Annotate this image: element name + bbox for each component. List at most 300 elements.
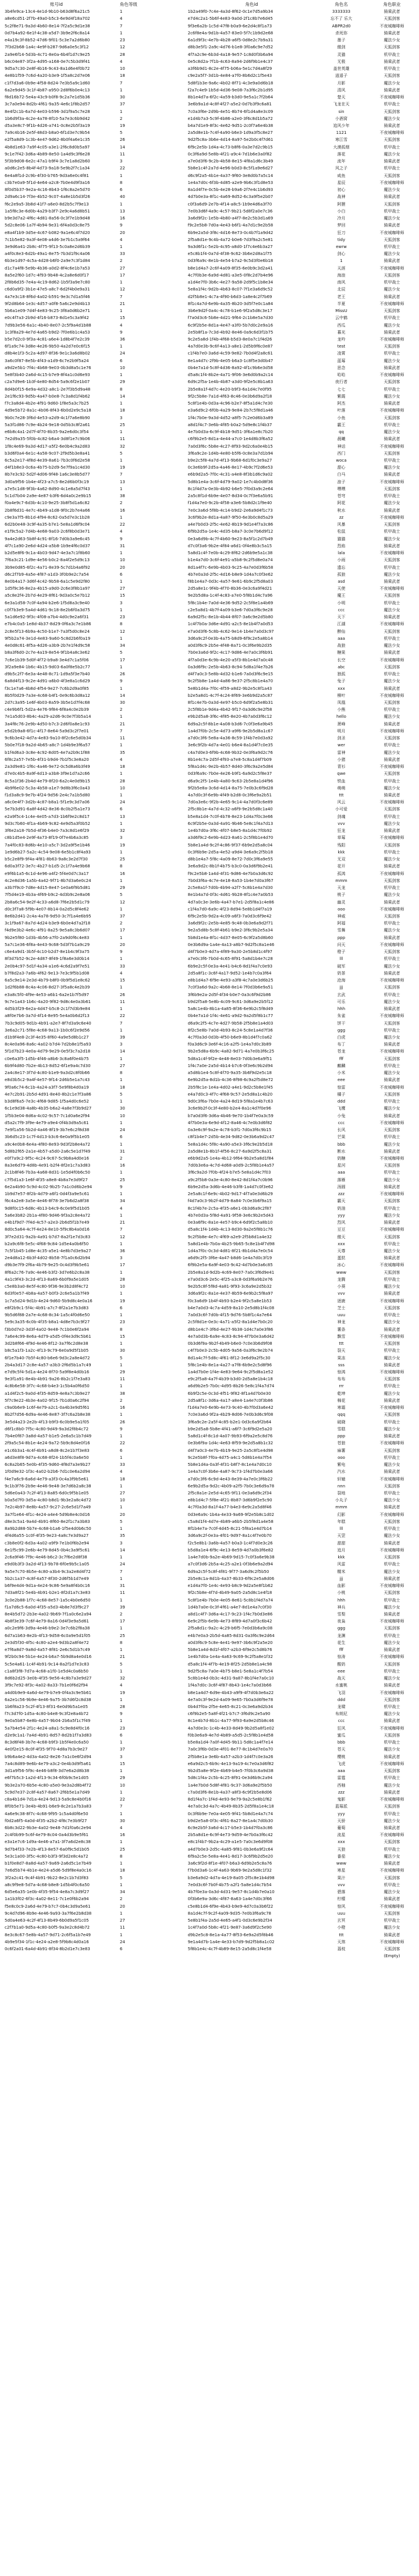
cell-role-id: 0b4e7a1d-5c8f-4d36-8a92-4f1c9b6e3d58 bbox=[187, 365, 273, 370]
cell-role-class: 机甲战士 bbox=[384, 244, 400, 249]
table-row bbox=[2, 834, 417, 841]
cell-role-id: e7d4c2a1-5b6f-4e83-9a0d-2f1c8b7e6d45 bbox=[187, 16, 273, 22]
cell-role-name: 苍龙 bbox=[337, 1049, 346, 1054]
cell-role-id: 3a6d9f2c-2e5b-4e85-9c48-0b3e6a9d2f71 bbox=[187, 921, 274, 926]
cell-role-name: 花生 bbox=[337, 1640, 346, 1645]
cell-role-class: 魔法少女 bbox=[384, 187, 400, 193]
cell-role-class: 骑乘武者 bbox=[384, 1505, 400, 1510]
cell-role-level: 24 bbox=[119, 1128, 125, 1133]
table-row bbox=[2, 286, 417, 293]
table-row bbox=[2, 1774, 417, 1781]
cell-role-name: www bbox=[336, 1861, 347, 1866]
cell-role-name: 草莓 bbox=[337, 835, 346, 841]
table-row bbox=[2, 657, 417, 664]
table-row bbox=[2, 1390, 417, 1397]
cell-role-name: 叶落 bbox=[337, 408, 346, 413]
cell-role-id: 2a5c8f1d-6b9e-4e07-8d34-0c7f3e6a5b91 bbox=[187, 494, 274, 499]
cell-role-level: 19 bbox=[119, 465, 125, 470]
cell-account-id: 9c7e1a43-1b6c-4a20-9f82-9d8c4e0a3b61 bbox=[5, 999, 91, 1004]
cell-account-id: 8e0b4a17-3d6f-4c42-9b58-6a1c5e9d2f80 bbox=[5, 579, 90, 584]
cell-role-id: a6d9b2e5-7b0c-4d95-8b26-5e8c1f4a7d74 bbox=[187, 1384, 275, 1389]
cell-role-level: 4 bbox=[119, 59, 123, 64]
table-row bbox=[2, 1939, 417, 1946]
cell-role-class: 不夜城咖啡师 bbox=[379, 1761, 404, 1766]
cell-role-class: 天狐剑客 bbox=[384, 1092, 400, 1097]
cell-role-level: 31 bbox=[119, 1149, 125, 1154]
cell-account-id: 4a1c9f43-3c2d-4f13-8a69-6b0f9a5e1d05 bbox=[5, 1277, 89, 1282]
cell-role-id: 6f9a2c5e-5e8a-4e41-8d17-3c6f9b2d5e20 bbox=[187, 1854, 274, 1859]
cell-role-class: 骑乘武者 bbox=[384, 1897, 400, 1902]
cell-role-id: b4e7a0d3-4c7a-4d59-8a10-2e5d8b1f4c08 bbox=[187, 1305, 275, 1310]
cell-account-id: 7a4f0c83-8d6b-4e10-a5c7-3d2a9f5e1b46 bbox=[5, 842, 90, 848]
table-row bbox=[2, 1831, 417, 1838]
table-row bbox=[2, 151, 417, 158]
cell-role-name: 天狼 bbox=[337, 1847, 346, 1852]
cell-role-name: 龙渊 bbox=[337, 1633, 346, 1638]
cell-role-class: 骑乘武者 bbox=[384, 1220, 400, 1225]
cell-role-id: d5a8c1f4-4f7b-4e19-8f25-2d5b8e1a4c98 bbox=[187, 1661, 272, 1667]
cell-role-name: 棉花 bbox=[337, 1398, 346, 1403]
cell-role-class: 天狐剑客 bbox=[384, 16, 400, 22]
cell-account-id: b2a9c6f8-5e5c-4f68-9c84-1d5e4a0b6f50 bbox=[5, 1241, 89, 1246]
cell-account-id: 2a3d9e81-1f6c-4a46-9e72-0c5d8a6b3f49 bbox=[5, 764, 90, 770]
cell-account-id: a4d0b9e9-4a6d-4e79-b7e9-0f4a3c9e5b61 bbox=[5, 1690, 91, 1695]
cell-account-id: 6c1e9d38-4a8b-4b35-b6a2-4a8e7f3b9d27 bbox=[5, 1106, 92, 1111]
cell-role-id: f0a3d6c9-3e6f-4c16-a2f5-1e4a7d0c3b89 bbox=[187, 1042, 272, 1047]
cell-role-class: 魔法少女 bbox=[384, 1213, 400, 1218]
cell-role-class: 机甲战士 bbox=[384, 280, 400, 285]
cell-account-id: 9b2e5f80-1d3b-4b56-a7f0-2a9d0f6c4e83 bbox=[5, 935, 90, 940]
cell-role-level: 1 bbox=[119, 515, 123, 520]
cell-role-level: 1 bbox=[119, 771, 123, 777]
cell-account-id: 6e3a1d58-7c0f-4a94-b2e6-1f5d8a3c9e40 bbox=[5, 600, 90, 605]
cell-account-id: 8e4f2c1b-6a7d-4e03-b596-3d1f9a5c7e28 bbox=[5, 109, 90, 114]
cell-account-id: 4c8b6e58-3f7c-4c68-b4e3-1c5b4a0f6d50 bbox=[5, 1384, 90, 1389]
cell-role-id: 4d7b0e3a-8f1c-4a69-8d52-6c3a9f5e2b07 bbox=[187, 194, 274, 200]
table-row bbox=[2, 1433, 417, 1440]
cell-role-id: 2f5a8d1e-9c4b-4a72-b0e6-7d3f9a2c5e81 bbox=[187, 237, 274, 242]
cell-role-class: 骑乘武者 bbox=[384, 59, 400, 64]
cell-role-name: 孤鸿 bbox=[337, 871, 346, 876]
cell-role-level: 21 bbox=[119, 301, 125, 306]
cell-role-name: 玄武 bbox=[337, 992, 346, 997]
cell-role-level: 35 bbox=[119, 1533, 125, 1539]
cell-role-level: 12 bbox=[119, 45, 125, 50]
cell-account-id: f6c2e9a5-3b8d-41f7-a6e0-8d2b5c7f9e13 bbox=[5, 201, 89, 207]
cell-account-id: 3e5d4a23-2e2b-4f13-b9f3-6c0b9e5a1f05 bbox=[5, 1419, 90, 1425]
cell-account-id: 9d7b4f33-7e2b-4f13-8e57-6a0f9c5d1b05 bbox=[5, 1847, 90, 1852]
table-row bbox=[2, 1703, 417, 1710]
cell-role-level: 7 bbox=[119, 1227, 123, 1232]
cell-role-id: 1e4a7c0f-3b6e-4a87-9c73-1f4d7b0e3a66 bbox=[187, 1469, 273, 1475]
cell-role-name: eee bbox=[338, 1078, 345, 1083]
cell-role-id: e7a0d3c6-2e5c-4f25-a3c8-0d3f6a9b2e76 bbox=[187, 1277, 273, 1282]
cell-role-class: 不夜城咖啡师 bbox=[379, 1370, 404, 1374]
cell-role-level: 4 bbox=[119, 1826, 123, 1830]
table-row bbox=[2, 499, 417, 506]
cell-role-id: 7d0a3e6c-9f2b-4e65-9c14-4a7d0f3c6e89 bbox=[187, 800, 273, 805]
cell-account-id: 9c1b3f76-2b9e-4e46-9e48-3e7d6b2a8c38 bbox=[5, 1483, 91, 1489]
cell-role-class: 天狐剑客 bbox=[384, 1377, 400, 1382]
cell-role-name: 落雁 bbox=[337, 1177, 346, 1182]
cell-role-id: 4c7f0a3d-8a1f-4a77-b4e3-6e9c2a5d8f46 bbox=[187, 1505, 272, 1510]
cell-role-class: 骑乘武者 bbox=[384, 1540, 400, 1546]
cell-role-name: 橙子 bbox=[337, 949, 346, 955]
cell-account-id: 5c5e4a61-1c4f-4b91-9c14-8a2f1d7e3c83 bbox=[5, 1661, 90, 1667]
cell-role-id: 7b0e3a6d-9f2c-4c17-9d86-4e7a0c3f6b91 bbox=[187, 650, 273, 655]
cell-role-level: 30 bbox=[119, 1106, 125, 1111]
table-row bbox=[2, 1653, 417, 1660]
cell-role-name: 霸天 bbox=[337, 1199, 346, 1204]
cell-role-id: 2c5f8b1e-9d4a-4b42-9f17-0a3d6c9e2f58 bbox=[187, 707, 272, 713]
table-row bbox=[2, 756, 417, 763]
cell-account-id: 7d3a8f21-5e4b-4b91-b2e1-8f2d1a7c3e83 bbox=[5, 1590, 91, 1596]
cell-account-id: a8e6cd51-2f7b-49a0-b5c3-6e9d4f18a702 bbox=[5, 16, 90, 22]
cell-role-name: 龙腾 bbox=[337, 1277, 346, 1282]
cell-role-level: 40 bbox=[119, 194, 125, 200]
cell-role-class: 魔法少女 bbox=[384, 1177, 400, 1182]
cell-role-class: 魔法少女 bbox=[384, 465, 400, 470]
cell-role-name: 落花 bbox=[337, 151, 346, 157]
cell-role-name: 雪梨 bbox=[337, 1611, 346, 1617]
table-row bbox=[2, 1262, 417, 1268]
cell-role-class: 天狐剑客 bbox=[384, 1519, 400, 1524]
cell-role-class: 机甲战士 bbox=[384, 208, 400, 214]
table-row bbox=[2, 1661, 417, 1668]
cell-role-level: 28 bbox=[119, 1277, 125, 1282]
cell-account-id: e1c6b3a1-4c4f-4b91-a8d8-8c2e1b7f3e83 bbox=[5, 1448, 90, 1453]
cell-role-level: 7 bbox=[119, 294, 123, 299]
cell-role-name: 风雷 bbox=[337, 1562, 346, 1567]
cell-role-class: 机甲战士 bbox=[384, 743, 400, 748]
table-row bbox=[2, 1575, 417, 1582]
table-row bbox=[2, 891, 417, 898]
table-row bbox=[2, 1867, 417, 1874]
table-row bbox=[2, 649, 417, 656]
table-row bbox=[2, 1112, 417, 1119]
cell-role-level: 1 bbox=[119, 30, 123, 36]
cell-role-id: 6e9c2f5b-6e9b-4e73-8f89-4d7a0f3c6b42 bbox=[187, 1619, 272, 1624]
cell-role-level: 36 bbox=[119, 337, 125, 342]
cell-role-class: 骑乘武者 bbox=[384, 1611, 400, 1617]
cell-role-level: 1 bbox=[119, 1291, 123, 1296]
cell-role-level: 1 bbox=[119, 1840, 123, 1845]
cell-role-class: 魔法少女 bbox=[384, 1071, 400, 1076]
cell-role-level: 5 bbox=[119, 1355, 123, 1360]
cell-account-id: 7c5f1b45-1d8e-4c35-a5e1-4e8b7d3e9a27 bbox=[5, 1249, 91, 1254]
table-row bbox=[2, 728, 417, 735]
cell-role-name: ppp bbox=[337, 935, 346, 940]
cell-account-id: 6b8c3d22-9b3e-4a02-9e48-7d1f0a6c2e94 bbox=[5, 1826, 91, 1830]
cell-account-id: 8b2f7d56-6d9a-4e46-8e87-3f7c6a2b8e38 bbox=[5, 1412, 91, 1418]
cell-role-class: 机甲战士 bbox=[384, 494, 400, 499]
cell-role-level: 6 bbox=[119, 572, 123, 577]
cell-role-id: 3f6b9e2a-2d5f-4f34-b0e7-0a3c6f9d2b86 bbox=[187, 992, 271, 997]
cell-role-class: 不夜城咖啡师 bbox=[379, 1725, 404, 1731]
cell-role-id: 8f1c4a7d-6e9b-4a35-8b20-3d5f7e0c1a84 bbox=[187, 301, 274, 306]
cell-account-id: 3f9c7e92-8f3c-4a02-8a33-7b1e0f6d2f94 bbox=[5, 1683, 88, 1688]
cell-role-level: 15 bbox=[119, 1761, 125, 1766]
table-row bbox=[2, 1725, 417, 1732]
cell-account-id: 6a2e1c56-9b9e-4e46-9a75-3b7d6f2c8d38 bbox=[5, 1697, 91, 1702]
cell-account-id: c7f5d1a3-1e6f-4f35-a8e8-4b8a7e3d9f27 bbox=[5, 1177, 88, 1182]
cell-account-id: 6e4a8f1d-2c9b-4f30-b765-9d3a6e0c4f81 bbox=[5, 173, 89, 178]
cell-role-id: e4b7e0a3-2b5d-4a85-8d31-0a3f6c9e2d64 bbox=[187, 1633, 275, 1638]
cell-account-id: a6c0e4f7-3d2b-4c87-b8a1-5f1e9c3d7a06 bbox=[5, 800, 90, 805]
cell-account-id: 8d6b2d25-3e0b-4f35-9e56-4c8b7a3e9d27 bbox=[5, 1676, 92, 1681]
table-row bbox=[2, 970, 417, 977]
cell-role-id: 5c8f1e4b-0d3a-4c96-b2e7-8f5a1d4c7e30 bbox=[187, 401, 273, 406]
cell-role-id: d9b2e5c8-8e1a-4a77-8f53-6e9a2d5f8b46 bbox=[187, 1932, 274, 1937]
table-row bbox=[2, 122, 417, 129]
cell-account-id: 9c1e7f42-3d6a-4b89-8e50-1a4d9c3f6e28 bbox=[5, 151, 90, 157]
cell-role-level: 10 bbox=[119, 66, 125, 72]
cell-role-name: 风暴 bbox=[337, 522, 346, 527]
table-row bbox=[2, 1069, 417, 1076]
cell-role-name: 汽水 bbox=[337, 1469, 346, 1475]
cell-role-class: 骑乘武者 bbox=[384, 935, 400, 940]
cell-account-id: e4a19c3f-8b52-47d6-9f01-5c3e7a2d6b80 bbox=[5, 38, 90, 43]
cell-role-id: 4f7a0d3e-6c9b-4e20-a5f3-8b1e4d7a0c48 bbox=[187, 657, 274, 662]
cell-account-id: 4e0f2e15-8c0f-4f35-9f70-4d8a7b3c9e27 bbox=[5, 1747, 88, 1752]
cell-role-id: 4c7f0a3d-0d3b-4f50-b6e9-8b1d4f7c0a62 bbox=[187, 1034, 272, 1040]
cell-account-id: f4d9e3b2-4e6c-4f91-8a25-9e5a8c3b6d07 bbox=[5, 928, 90, 933]
table-row bbox=[2, 314, 417, 321]
table-row bbox=[2, 955, 417, 962]
cell-role-id: 9c2f5b8e-4e7c-4f69-a2e9-2f5b8d1a4e32 bbox=[187, 1234, 272, 1239]
cell-account-id: d9b3e7f9-2f6a-4b79-9e25-0c4d3f9b5e61 bbox=[5, 1263, 90, 1268]
cell-role-name: 寒霜 bbox=[337, 1405, 346, 1411]
cell-role-name: 幽灵 bbox=[337, 899, 346, 905]
cell-role-level: 1 bbox=[119, 1362, 123, 1367]
cell-account-id: 9e3f1a91-8e4b-4b91-9a26-8b2c1f7e3a83 bbox=[5, 1377, 91, 1382]
cell-role-level: 6 bbox=[119, 807, 123, 812]
cell-role-class: 天狐剑客 bbox=[384, 629, 400, 634]
cell-role-name: 无极 bbox=[337, 59, 346, 64]
cell-role-level: 1 bbox=[119, 1647, 123, 1653]
cell-role-name: 苍天 bbox=[337, 1747, 346, 1752]
cell-role-class: 机甲战士 bbox=[384, 1063, 400, 1068]
table-row bbox=[2, 492, 417, 499]
table-row bbox=[2, 428, 417, 435]
table-row bbox=[2, 941, 417, 948]
cell-role-level: 30 bbox=[119, 95, 125, 100]
cell-account-id: 3f7e2d31-9a2b-4a91-b7d7-8a2f1e7d3c83 bbox=[5, 1234, 91, 1239]
cell-role-class: 天狐剑客 bbox=[384, 1769, 400, 1774]
cell-role-id: f8b1e4a7-0d3c-4a57-9e61-6b9c2f5d8a03 bbox=[187, 579, 274, 584]
cell-role-level: 11 bbox=[119, 1590, 125, 1596]
cell-account-id: 3e9d6a41-2b8c-4f75-9f13-5c0a8e2d6b39 bbox=[5, 244, 90, 249]
cell-role-name: ggg bbox=[337, 1027, 346, 1033]
cell-account-id: 3a7f1e64-4f1c-4e24-a4e4-5d9b8e4c0d16 bbox=[5, 1512, 90, 1517]
cell-role-class: 魔法少女 bbox=[384, 1890, 400, 1895]
cell-role-name: 雷神 bbox=[337, 750, 346, 755]
cell-role-level: 16 bbox=[119, 871, 125, 876]
table-row bbox=[2, 1454, 417, 1461]
cell-role-level: 14 bbox=[119, 394, 125, 399]
cell-role-level: 25 bbox=[119, 1633, 125, 1638]
cell-role-level: 6 bbox=[119, 1448, 123, 1453]
cell-role-id: e8b1d4a7-6f9e-4e93-a3f8-4c7a0e3d6b25 bbox=[187, 978, 274, 983]
cell-account-id: 2b4a3d17-2c8e-4a57-a3b3-2f6d5b1a7c49 bbox=[5, 1362, 91, 1367]
cell-role-class: 天狐剑客 bbox=[384, 237, 400, 242]
cell-account-id: 0d7b4a92-6e1f-4c38-a5d7-3b9e2f6c8a14 bbox=[5, 30, 90, 36]
table-row bbox=[2, 1483, 417, 1490]
cell-role-class: 魔法少女 bbox=[384, 1569, 400, 1574]
table-row bbox=[2, 1589, 417, 1596]
table-row bbox=[2, 1098, 417, 1105]
table-row bbox=[2, 820, 417, 827]
cell-account-id: d7e0c4b5-8a9f-4d13-a3b8-3f9e1d7a2c66 bbox=[5, 771, 90, 777]
table-row bbox=[2, 479, 417, 486]
table-row bbox=[2, 977, 417, 984]
cell-role-class: 不夜城咖啡师 bbox=[379, 1405, 404, 1411]
cell-role-id: 3f6a9c2e-1d4b-4e80-b5f6-0c8e3a7d1b94 bbox=[187, 451, 274, 456]
cell-role-id: d8b1e4c7-3f6d-4e27-9b38-1d4c7a0e3f86 bbox=[187, 1327, 274, 1332]
cell-role-level: 9 bbox=[119, 223, 123, 228]
cell-role-id: 8b1e4d7a-6f2c-4a59-b3d0-9e5a1c7f2b64 bbox=[187, 95, 274, 100]
table-row bbox=[2, 1739, 417, 1746]
cell-role-name: ooo bbox=[338, 906, 345, 912]
table-row bbox=[2, 414, 417, 421]
cell-role-class: 不夜城咖啡师 bbox=[379, 978, 404, 983]
cell-account-id: 3b4fe9ca-13c4-4e1d-9b10-b63d8f6a21c5 bbox=[5, 9, 90, 15]
cell-role-name: vvv bbox=[338, 1291, 345, 1296]
cell-role-class: 天狐剑客 bbox=[384, 1661, 400, 1667]
cell-role-name: kkk bbox=[338, 1555, 345, 1560]
table-row bbox=[2, 536, 417, 543]
cell-role-level: 12 bbox=[119, 287, 125, 292]
cell-role-id: a7e0d3f6-9c2b-4b58-8e15-4f8a1d6c3b49 bbox=[187, 159, 274, 164]
cell-role-name: woca bbox=[336, 458, 347, 463]
cell-role-class: 机甲战士 bbox=[384, 1705, 400, 1710]
cell-role-name: 灵猫 bbox=[337, 52, 346, 57]
cell-role-id: d6a9c2f5-4c7e-4d27-9b58-2f5b8e1a4d03 bbox=[187, 1021, 274, 1026]
cell-role-class: 机甲战士 bbox=[384, 672, 400, 677]
cell-role-class: 不夜城咖啡师 bbox=[379, 1192, 404, 1197]
cell-role-name: 霸王 bbox=[337, 422, 346, 427]
cell-role-class: 不夜城咖啡师 bbox=[379, 764, 404, 770]
cell-role-id: 3d6a9c2f-0e3b-4a75-b8d9-6f9c2e5a8b14 bbox=[187, 636, 273, 641]
cell-role-level: 19 bbox=[119, 842, 125, 848]
cell-role-level: 1 bbox=[119, 849, 123, 855]
cell-role-class: 天狐剑客 bbox=[384, 700, 400, 705]
table-row bbox=[2, 998, 417, 1005]
table-row bbox=[2, 87, 417, 94]
cell-role-level: 8 bbox=[119, 864, 123, 869]
cell-role-name: 飞鹰 bbox=[337, 1106, 346, 1111]
cell-role-id: 9f2c5b8e-7a1d-4f63-8c46-0e3b6d9a2f18 bbox=[187, 394, 272, 399]
cell-account-id: 4a7e3c18-8f6d-4a02-b591-9e3c7d1a5f46 bbox=[5, 294, 90, 299]
cell-account-id: e7b4c0a5-1e8d-4b37-8d29-0f6a3c7e1b86 bbox=[5, 622, 91, 627]
cell-role-level: 1 bbox=[119, 1170, 123, 1175]
cell-account-id: 1b6f8a23-5c2f-4f13-8f31-6e0d9b5a1e05 bbox=[5, 1705, 88, 1710]
cell-role-level: 1 bbox=[119, 1241, 123, 1246]
cell-role-name: 七七 bbox=[337, 387, 346, 392]
cell-role-level: 18 bbox=[119, 408, 125, 413]
cell-role-name: jjj bbox=[339, 985, 343, 990]
cell-role-id: a8d1c4f7-3d6a-4c17-9c23-1f4c7b0d3e86 bbox=[187, 1611, 273, 1617]
cell-role-level: 18 bbox=[119, 764, 125, 770]
table-row bbox=[2, 243, 417, 250]
cell-role-level: 10 bbox=[119, 785, 125, 791]
cell-role-class: 不夜城咖啡师 bbox=[379, 515, 404, 520]
cell-role-level: 3 bbox=[119, 159, 123, 164]
cell-role-class: 骑乘武者 bbox=[384, 615, 400, 620]
cell-role-class: 机甲战士 bbox=[384, 565, 400, 570]
cell-role-class: 不夜城咖啡师 bbox=[379, 1263, 404, 1268]
cell-role-class: 机甲战士 bbox=[384, 1135, 400, 1140]
header-role-class: 角色职业 bbox=[383, 2, 401, 7]
cell-role-name: 秋水 bbox=[337, 508, 346, 513]
cell-role-class: 天狐剑客 bbox=[384, 309, 400, 314]
cell-account-id: e8f2b9c1-5f4c-4b91-a7c7-8f2a1e7b3d83 bbox=[5, 1305, 89, 1310]
cell-role-level: 3 bbox=[119, 600, 123, 605]
cell-role-level: 14 bbox=[119, 1547, 125, 1553]
cell-account-id: 5e7b3d91-6a8f-4d42-8e36-8c0b2f5a1e73 bbox=[5, 807, 90, 812]
cell-role-id: f0b3e6a9-4e7d-4b89-a5d5-2c5f8b1e4d58 bbox=[187, 1732, 274, 1738]
table-row bbox=[2, 350, 417, 357]
cell-role-id: 4c7f0b3e-6a9d-4d81-a3e5-0f8c2d7b4e96 bbox=[187, 272, 274, 278]
cell-role-level: 34 bbox=[119, 1890, 125, 1895]
cell-role-id: d8b1e4a7-5f8c-4a09-8e72-7d0c3f6a9e55 bbox=[187, 857, 274, 862]
table-row bbox=[2, 1803, 417, 1810]
cell-role-class: 不夜城咖啡师 bbox=[379, 1868, 404, 1873]
cell-role-name: 忘不了 乐大 bbox=[330, 16, 353, 22]
cell-role-id: a4e7b0d3-2f5c-4e62-8b19-9d1e4f7a3c86 bbox=[187, 522, 274, 527]
cell-role-name: 海浪 bbox=[337, 272, 346, 278]
cell-role-class: 魔法少女 bbox=[384, 430, 400, 435]
cell-role-class: 不夜城咖啡师 bbox=[379, 1619, 404, 1624]
cell-role-id: d5a8c1f4-1d4b-4c13-8d30-9a2e5f8b1c76 bbox=[187, 1227, 273, 1232]
cell-role-class: 天狐剑客 bbox=[384, 1590, 400, 1596]
cell-role-class: 不夜城咖啡师 bbox=[379, 95, 404, 100]
table-row bbox=[2, 920, 417, 927]
table-row bbox=[2, 1504, 417, 1511]
cell-account-id: 8c5a1f36-2b4d-4e79-8f20-6a2c4e0d9b15 bbox=[5, 778, 90, 784]
cell-role-name: 楚天 bbox=[337, 95, 346, 100]
cell-role-level: 1 bbox=[119, 373, 123, 378]
cell-account-id: b0a5d7f0-3d5a-4c80-b8d1-9b3e2a8c4d72 bbox=[5, 1498, 91, 1503]
cell-role-class: 机甲战士 bbox=[384, 102, 400, 107]
cell-role-level: 7 bbox=[119, 1021, 123, 1026]
cell-role-level: 17 bbox=[119, 1619, 125, 1624]
cell-role-name: 小米 bbox=[337, 1071, 346, 1076]
cell-role-id: 1e4b7d0a-1e4a-4a63-9c69-9c2f5a8e1f32 bbox=[187, 1654, 273, 1660]
cell-role-name: 西门 bbox=[337, 451, 346, 456]
cell-role-level: 1 bbox=[119, 1597, 123, 1603]
cell-role-class: 天狐剑客 bbox=[384, 1697, 400, 1702]
header-role-name: 角色名 bbox=[335, 2, 348, 7]
table-row bbox=[2, 101, 417, 108]
cell-role-id: 0b4e7a1d-1f4c-4e61-a9d2-9a2d5f8b1c77 bbox=[187, 1014, 274, 1019]
cell-role-level: 18 bbox=[119, 1476, 125, 1482]
cell-account-id: a9d2e5b1-7f4c-4b68-9e03-0b3d8a5c1e76 bbox=[5, 365, 91, 370]
cell-role-name: 沧海 bbox=[337, 978, 346, 983]
cell-role-level: 30 bbox=[119, 1348, 125, 1353]
cell-role-id: 6e9b2d5a-9d2c-4b09-a2f5-7b0c3e6d9a78 bbox=[187, 1483, 275, 1489]
cell-role-class: 不夜城咖啡师 bbox=[379, 622, 404, 627]
cell-role-name: 流星 bbox=[337, 1833, 346, 1838]
cell-role-level: 15 bbox=[119, 1334, 125, 1339]
cell-role-level: 17 bbox=[119, 1263, 125, 1268]
cell-role-id: 0f3b6e9a-3d6c-4f87-8a63-1a4e7d0c3f66 bbox=[187, 1897, 272, 1902]
cell-role-name: 血影 bbox=[337, 1583, 346, 1589]
cell-role-level: 20 bbox=[119, 565, 125, 570]
cell-role-class: 骑乘武者 bbox=[384, 1078, 400, 1083]
cell-role-level: 1 bbox=[119, 551, 123, 556]
cell-role-name: 月影 bbox=[337, 80, 346, 86]
